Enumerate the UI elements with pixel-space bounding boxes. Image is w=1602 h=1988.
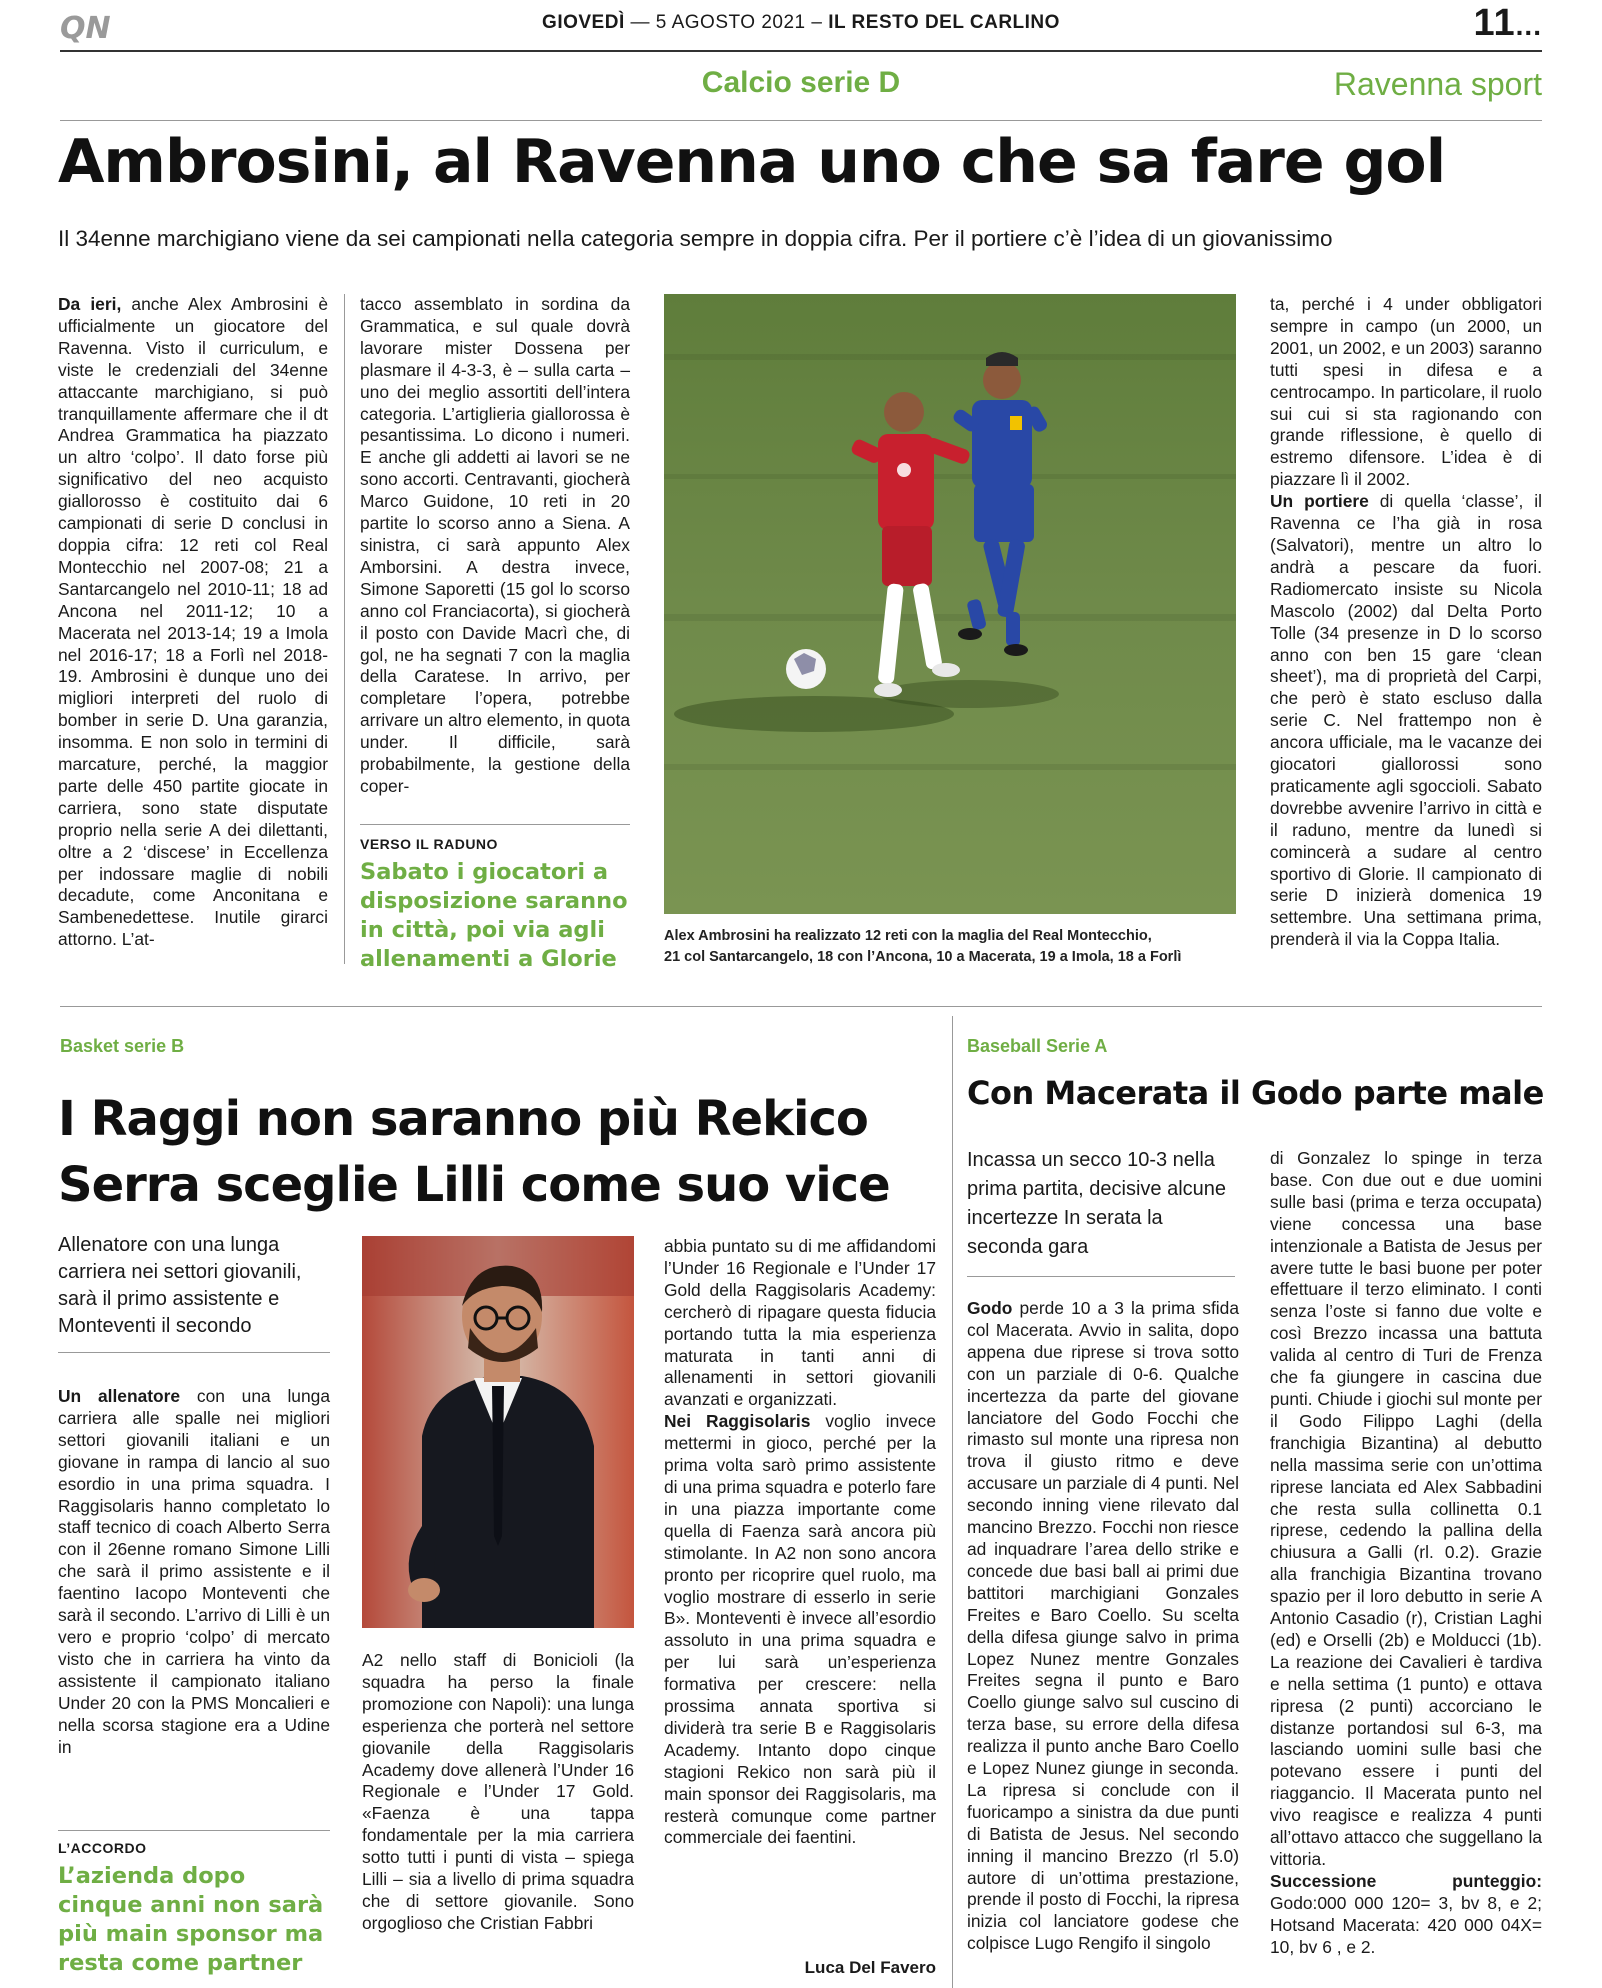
baseball-intro-rule [967,1276,1235,1277]
basket-headline-line-2: Serra sceglie Lilli come suo vice [58,1157,890,1213]
lead-column-2 [360,294,630,798]
folio-newspaper: IL RESTO DEL CARLINO [828,12,1060,33]
folio-day: GIOVEDÌ [542,12,625,33]
section-name: Ravenna sport [1333,66,1542,102]
basket-column-1 [58,1386,330,1758]
basket-column-3-lead: Nei Raggisolaris [664,1411,811,1432]
basket-sidebar-label: L’ACCORDO [58,1840,147,1856]
basket-intro: Allenatore con una lunga carriera nei settori giovanili, sarà il primo assistente e Monteventi il secondo [58,1234,302,1337]
lead-column-4-lead: Un portiere [1270,491,1369,512]
player-shadow-2 [879,680,1059,708]
lead-column-4-text-a: ta, perché i 4 under obbligatori sempre in campo (un 2000, un 2001, un 2002, e un 2003) saranno tutti spesi in difesa e a centrocampo. In particolare, il ruolo sui cui si sta ragionando con grande riflessione, è quello di estremo difensore. L’idea è di piazzare lì il 2002. [1270,294,1542,490]
lead-column-4-text-b: di quella ‘classe’, il Ravenna ce l’ha già in rosa (Salvatori), mentre un altro lo andrà a pescare da fuori. Radiomercato insiste su Nicola Mascolo (2002) dal Delta Porto Tolle (34 presenze in D lo scorso anno con ben 15 gare ‘clean sheet’), ma di proprietà del Carpi, che però è stato escluso dalla serie C. Nel frattempo non è ancora ufficiale, ma le vacanze dei giocatori giallorossi sono praticamente agli sgoccioli. Sabato dovrebbe avvenire l’arrivo in città e il raduno, mentre da lunedì si comincerà a sudare al centro sportivo di Glorie. Il campionato di serie D inizierà domenica 19 settembre. Una settimana prima, prenderà il via la Coppa Italia. [1270,491,1543,950]
baseball-score-text: Godo:000 000 120= 3, bv 8, e 2; Hotsand Macerata: 420 000 04X= 10, bv 6 , e 2. [1270,1892,1542,1957]
page-number [1473,2,1542,45]
lead-subtitle: Il 34enne marchigiano viene da sei campionati nella categoria sempre in doppia cifra. Per il portiere c’è l’idea di un giovanissimo [58,226,1333,251]
page-number-mark: ... [1515,10,1542,41]
basket-intro-rule [58,1352,330,1353]
baseball-score-label: Successione punteggio: [1270,1870,1542,1891]
folio-dash: — [630,12,656,33]
sidebar-label: VERSO IL RADUNO [360,836,498,852]
basket-sidebar-headline: L’azienda dopo cinque anni non sarà più main sponsor ma resta come partner [58,1863,324,1976]
baseball-column-1 [967,1298,1239,1955]
lead-headline: Ambrosini, al Ravenna uno che sa fare gol [58,127,1446,197]
photo-caption-line-1: Alex Ambrosini ha realizzato 12 reti con la maglia del Real Montecchio, [664,928,1152,944]
baseball-intro: Incassa un secco 10-3 nella prima partita, decisive alcune incertezze In serata la seconda gara [967,1149,1227,1258]
qn-logo-text: QN [60,11,111,44]
column-rule [344,294,345,964]
football-photo [664,294,1236,914]
basket-sidebar-rule [58,1830,330,1831]
basket-column-3-text-b: voglio invece mettermi in gioco, perché per la prima volta sarò primo assistente di una prima squadra e poterlo fare in una piazza importante come quella di Faenza sarà ancora più stimolante. In A2 non sono ancora pronto per ricoprire quel ruolo, ma voglio mostrare di esserlo in serie B». Monteventi è invece all’esordio assoluto in una prima squadra e per lui sarà un’esperienza formativa per crescere: nella prossima annata sportiva si dividerà tra serie B e Raggisolaris Academy. Intanto dopo cinque stagioni Rekico non sarà più il main sponsor dei Raggisolaris, ma resterà comunque come partner commerciale dei faentini. [664,1411,936,1848]
folio-date: 5 AGOSTO 2021 [655,12,806,33]
basket-author: Luca Del Favero [804,1958,936,1977]
photo-caption [664,926,1244,968]
baseball-column-2 [1270,1148,1542,1959]
basket-column-2-text: A2 nello staff di Bonicioli (la squadra ha perso la finale promozione con Napoli): una lunga esperienza che porterà nel settore giovanile della Raggisolaris Academy dove allenerà l’Under 16 Regionale e l’Under 17 Gold. «Faenza è una tappa fondamentale per la mia carriera sotto tutti i punti di vista – spiega Lilli – sia a livello di prima squadra che di settore giovanile. Sono orgoglioso che Cristian Fabbri [362,1650,634,1933]
masthead-rule [60,50,1542,52]
photo-caption-line-2: 21 col Santarcangelo, 18 con l’Ancona, 10 a Macerata, 19 a Imola, 18 a Forlì [664,949,1182,965]
section-rule [60,120,1542,121]
basket-column-2 [362,1650,634,1935]
folio-line [0,12,1602,34]
basket-headline [58,1086,958,1218]
lead-column-2-text: tacco assemblato in sordina da Grammatica, e sul quale dovrà lavorare mister Dossena per plasmare il 4-3-3, è – sulla carta – uno dei meglio assortiti dell’intera categoria. L’artiglieria giallorossa è pesantissima. Lo dicono i numeri. E anche gli addetti ai lavori se ne sono accorti. Centravanti, giocherà Marco Guidone, 10 reti in 20 partite lo scorso anno a Siena. A sinistra, ci sarà appunto Alex Amborsini. A destra invece, Simone Saporetti (15 gol lo scorso anno col Franciacorta), si giocherà il posto con Davide Macrì che, di gol, ne ha segnati 7 con la maglia della Caratese. In arrivo, per completare l’opera, potrebbe arrivare un altro elemento, in quota under. Il difficile, sarà probabilmente, la gestione della coper- [360,294,630,796]
basket-column-1-text: con una lunga carriera alle spalle nei migliori settori giovanili italiani e un giovane in rampa di lancio al suo esordio in una prima squadra. I Raggisolaris hanno completato lo staff tecnico di coach Alberto Serra con il 26enne romano Simone Lilli che sarà il primo assistente e il faentino Iacopo Monteventi che sarà il secondo. L’arrivo di Lilli è un vero e proprio ‘colpo’ di mercato visto che in carriera ha vinto da assistente il campionato italiano Under 20 con la PMS Moncalieri e nella scorsa stagione era a Udine in [58,1386,330,1757]
lead-column-4 [1270,294,1542,951]
pitch-background [664,294,1236,914]
page-number-value: 11 [1473,2,1516,44]
lead-column-1-text: anche Alex Ambrosini è ufficialmente un giocatore del Ravenna. Visto il curriculum, e viste le credenziali del 34enne attaccante marchigiano, si può tranquillamente affermare che il dt Andrea Grammatica ha piazzato un altro ‘colpo’. Il dato forse più significativo del neo acquisto giallorosso è costituito dai 6 campionati di serie D conclusi in doppia cifra: 12 reti col Real Montecchio nel 2007-08; 21 a Santarcangelo nel 2010-11; 18 ad Ancona nel 2011-12; 10 a Macerata nel 2013-14; 19 a Imola nel 2016-17; 18 a Forlì nel 2018-19. Ambrosini è dunque uno dei migliori interpreti del ruolo di bomber in serie D. Una garanzia, insomma. E non solo in termini di marcature, perché, la maggior parte delle 450 partite giocate in carriera, sono state disputate proprio nella serie A dei dilettanti, oltre a 2 ‘discese’ in Eccellenza per indossare maglie di nobili decadute, come Anconitana e Sambenedettese. Inutile girarci attorno. L’at- [58,294,329,950]
sidebar-rule [360,824,630,825]
baseball-headline: Con Macerata il Godo parte male [967,1074,1544,1112]
folio-sep: – [811,12,829,33]
basket-column-3-text-a: abbia puntato su di me affidandomi l’Under 16 Regionale e l’Under 17 Gold della Raggisolaris Academy: cercherò di ripagare questa fiducia portando tutta la mia esperienza maturata in tanti anni di allenamenti in settori giovanili avanzati e organizzati. [664,1236,936,1410]
baseball-kicker: Baseball Serie A [967,1036,1108,1056]
lead-dropcap-text: Da ieri, [58,294,122,314]
coach-photo [362,1236,634,1628]
basket-column-3 [664,1236,936,1849]
lead-column-1 [58,294,328,951]
lead-bottom-rule [60,1006,1542,1007]
basket-headline-line-1: I Raggi non saranno più Rekico [58,1091,868,1147]
story-divider [952,1016,953,1988]
sidebar-headline: Sabato i giocatori a disposizione saranno in città, poi via agli allenamenti a Glorie [360,859,628,972]
baseball-column-1-text: perde 10 a 3 la prima sfida col Macerata. Avvio in salita, dopo appena due riprese si trova sotto con un parziale di 0-6. Qualche incertezza da parte del giovane lanciatore del Godo Focchi che rimasto sul monte una ripresa non trova il giusto ritmo e deve accusare un parziale di 4 punti. Nel secondo inning viene rilevato dal mancino Brezzo. Focchi non riesce ad inquadrare l’area dello strike e concede due basi ball ai primi due battitori marchigiani Gonzales Freites e Baro Coello. Su scelta della difesa giunge salvo in prima Lopez Nunez mentre Gonzales Freites segna il punto e Baro Coello giunge salvo sul cuscino di terza base, su errore della difesa realizza il punto anche Baro Coello e Lopez Nunez giunge in seconda. La ripresa si conclude con il fuoricampo a sinistra da due punti di Batista de Jesus. Nel secondo inning il mancino Brezzo (rl 5.0) autore di un’ottima prestazione, prende il posto di Focchi, la ripresa inizia col lanciatore godese che colpisce Lugo Rengifo il singolo [967,1298,1239,1954]
lead-kicker: Calcio serie D [701,66,901,99]
basket-kicker: Basket serie B [60,1036,185,1056]
baseball-lead-word: Godo [967,1298,1013,1318]
basket-lead-word: Un allenatore [58,1386,181,1406]
ball [786,649,826,689]
baseball-column-2-text: di Gonzalez lo spinge in terza base. Con due out e due uomini sulle basi (prima e terza occupata) viene concessa una base intenzionale a Batista de Jesus per avere tutte le basi buone per poter effettuare il terzo eliminato. I conti senza l’oste si fanno due volte e così Brezzo incassa una battuta valida al centro di Turi de Frenza che fa giungere in cascina due punti. Chiude i giochi sul monte per il Godo Filippo Laghi (della franchigia Bizantina) al debutto nella massima serie con un’ottima riprese lanciata ed Alex Sabbadini che resta sulla collinetta 0.1 riprese, cedendo la pallina della chiusura a Galli (rl. 0.2). Grazie alla franchigia Bizantina trovano spazio per il loro debutto in serie A Antonio Casadio (r), Cristian Laghi (ed) e Orselli (2b) e Molducci (1b). La reazione dei Cavalieri è tardiva e nella settima (1 punto) e ottava ripresa (2 punti) accorciano le distanze portandosi sul 6-3, ma lasciando uomini sulle basi che potevano essere i punti del riaggancio. Il Macerata punto nel vivo reagisce e realizza 4 punti all’ottavo attacco che suggellano la vittoria. [1270,1148,1542,1869]
